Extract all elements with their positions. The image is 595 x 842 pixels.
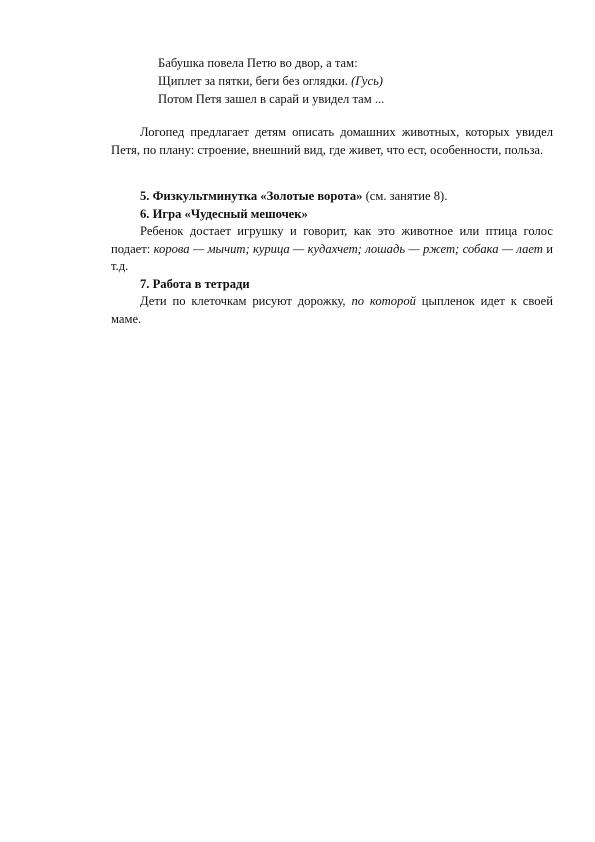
riddle-verse [158,54,384,108]
describe-paragraph: Логопед предлагает детям описать домашних животных, которых увидел Петя, по плану: строение, внешний вид, где живет, что ест, особенности, польза. [111,125,553,157]
riddle-answer: (Гусь) [351,74,383,88]
section-7-end: цыпленок идет к своей маме. [111,294,553,326]
section-6-text [111,223,553,276]
section-6-examples: корова — мычит; курица — кудахчет; лошадь — ржет; собака — лает [153,241,543,256]
section-5-reference: (см. занятие 8). [362,189,448,203]
describe-paragraph-block [111,124,553,159]
section-5-heading [111,188,553,206]
section-6-intro: Ребенок достает игрушку и говорит, как это животное или птица голос подает: [111,224,553,256]
section-6-heading: 6. Игра «Чудесный мешочек» [140,206,308,221]
sections-block [111,188,553,328]
verse-line [158,72,384,90]
section-7-text [111,293,553,328]
section-6-end: и т.д. [111,241,553,273]
verse-line: Потом Петя зашел в сарай и увидел там ... [158,92,385,106]
section-7-italic: по которой [351,294,416,308]
section-5-title: 5. Физкультминутка «Золотые ворота» [140,189,363,203]
verse-line: Бабушка повела Петю во двор, а там: [158,56,358,70]
section-7-heading: 7. Работа в тетради [140,276,250,291]
riddle-text: Щиплет за пятки, беги без оглядки. [158,74,348,88]
section-7-start: Дети по клеточкам рисуют дорожку, [140,294,352,308]
